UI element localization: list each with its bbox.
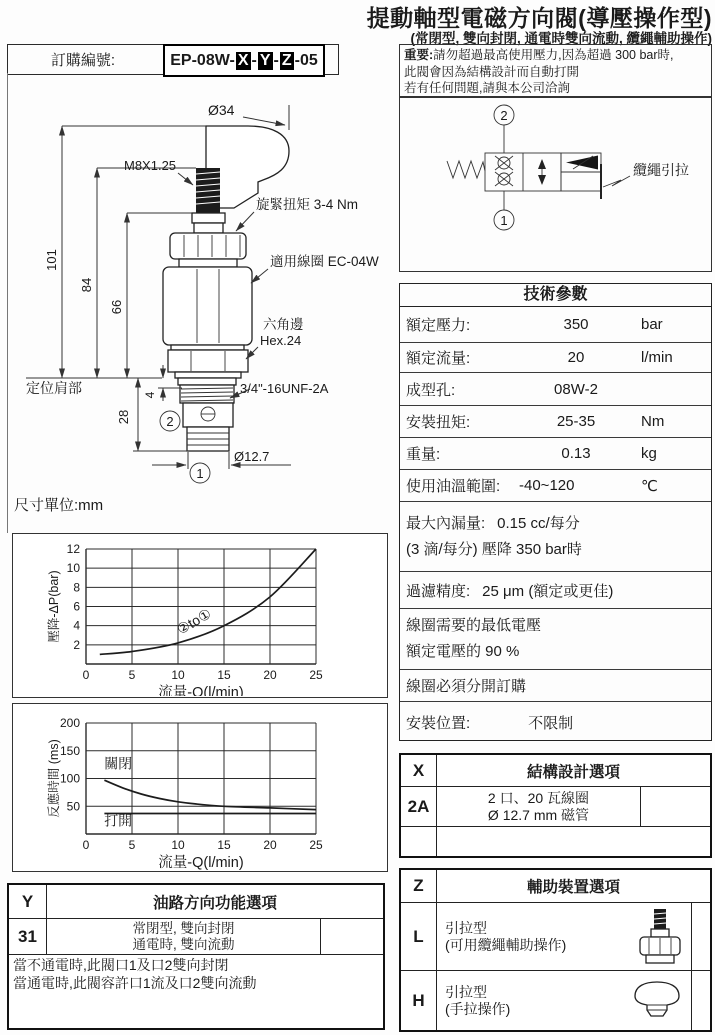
row-value: 0.15 cc/每分 (497, 514, 580, 532)
row-note: 額定電壓的 90 % (406, 643, 520, 660)
dim-84: 84 (79, 277, 94, 293)
row-label: 過濾精度: (406, 582, 471, 600)
y-table-row (9, 919, 383, 955)
x-code-header: X (401, 755, 437, 786)
pull-stud-icon (637, 907, 683, 967)
row-unit: l/min (641, 349, 673, 366)
series-label: ②to① (173, 605, 214, 638)
z-option-table (399, 868, 712, 1032)
spring-symbol (447, 161, 485, 178)
x-row-desc-line2: Ø 12.7 mm 磁管 (487, 806, 590, 823)
y-axis-label: 反應時間 (ms) (47, 739, 61, 818)
y-option-table (7, 883, 385, 1030)
y-tick-label: 8 (73, 580, 80, 595)
cable-pull-label: 纜繩引拉 (633, 162, 689, 178)
series-label: 關閉 (104, 755, 133, 772)
x-tick-label: 0 (82, 838, 90, 852)
y-axis-label: 壓降-ΔP(bar) (47, 570, 61, 643)
row-note: (3 滴/每分) 壓降 350 bar時 (406, 540, 582, 558)
z-table-header (401, 870, 710, 903)
x-tick-label: 25 (309, 838, 323, 852)
pull-knob-icon (631, 980, 683, 1022)
x-table-empty-row (401, 827, 710, 856)
y-tick-label: 50 (66, 799, 80, 814)
page-title: 提動軸型電磁方向閥(導壓操作型) (366, 5, 712, 31)
row-value: 350 (563, 316, 589, 333)
valve-dimension-drawing (0, 75, 395, 523)
x-row-desc (437, 787, 640, 826)
series-curve (104, 780, 316, 809)
tech-table-title: 技術參數 (400, 284, 711, 307)
x-table-row (401, 787, 710, 827)
y-tick-label: 100 (59, 771, 80, 786)
page-subtitle: (常閉型, 雙向封閉, 通電時雙向流動, 纜繩輔助操作) (410, 31, 712, 46)
table-row (400, 609, 711, 670)
y-code-header: Y (9, 885, 47, 918)
x-tick-label: 5 (128, 838, 136, 852)
warning-box (399, 44, 712, 97)
z-row-h-desc (437, 971, 691, 1030)
row-label: 額定流量: (406, 350, 471, 367)
hydraulic-schematic (400, 98, 711, 270)
order-code-prefix: EP-08W- (170, 51, 235, 69)
port1-number: 1 (196, 466, 204, 481)
table-row (400, 670, 711, 702)
z-row-h-code: H (401, 971, 437, 1030)
row-value: 不限制 (528, 715, 574, 732)
valve-knurled-nut (170, 233, 246, 259)
x-tick-label: 25 (309, 668, 323, 682)
hydraulic-schematic-box (399, 97, 712, 272)
y-tick-label: 10 (66, 561, 80, 576)
dimension-unit-note: 尺寸單位:mm (14, 497, 104, 514)
z-row-l-code: L (401, 903, 437, 970)
z-row-l-empty-cell (691, 903, 710, 970)
y-tick-label: 12 (66, 542, 80, 556)
schematic-port2-number: 2 (500, 108, 508, 123)
x-row-code: 2A (401, 787, 437, 826)
y-tick-label: 200 (59, 716, 80, 730)
y-row-desc (47, 919, 320, 954)
row-value: 20 (567, 349, 585, 366)
row-value: 0.13 (561, 445, 591, 462)
z-row-h-line1: 引拉型 (445, 983, 487, 1000)
row-label: 額定壓力: (406, 317, 471, 334)
pressure-drop-chart-box (12, 533, 388, 698)
y-table-header (9, 885, 383, 919)
y-tick-label: 2 (73, 637, 80, 652)
thread-stem-label: M8X1.25 (124, 158, 177, 173)
row-label: 重量: (406, 446, 441, 463)
x-table-title: 結構設計選項 (526, 763, 620, 781)
torque-label: 旋緊扭矩 3-4 Nm (256, 197, 359, 212)
table-row (400, 373, 711, 406)
row-label: 安裝扭矩: (406, 414, 471, 431)
order-code-dash1: - (251, 51, 257, 69)
x-row-desc-line1: 2 口、20 瓦線圈 (487, 789, 590, 806)
series-label: 打開 (104, 812, 133, 829)
port2-number: 2 (166, 414, 174, 429)
order-code-x: X (237, 51, 249, 69)
y-note-line1: 當不通電時,此閥口1及口2雙向封閉 (13, 957, 229, 973)
table-row (400, 470, 711, 502)
dim-28: 28 (116, 409, 131, 425)
warning-line3: 若有任何問題,請與本公司洽詢 (404, 81, 570, 95)
z-row-h-empty-cell (691, 971, 710, 1030)
order-code-z: Z (281, 51, 292, 69)
row-value: -40~120 (519, 477, 575, 494)
dim-101: 101 (44, 249, 59, 271)
z-table-row-h (401, 971, 710, 1030)
y-table-title: 油路方向功能選項 (152, 894, 277, 912)
x-option-table (399, 753, 712, 858)
order-number-label: 訂購編號: (50, 52, 116, 69)
table-row (400, 406, 711, 438)
dim-4: 4 (143, 391, 157, 399)
order-code-y: Y (259, 51, 271, 69)
y-tick-label: 6 (73, 599, 80, 614)
x-tick-label: 10 (171, 838, 185, 852)
z-table-row-l (401, 903, 710, 971)
valve-coil-tube (163, 267, 252, 345)
x-tick-label: 15 (217, 838, 231, 852)
y-table-notes (9, 955, 383, 994)
dim-dia-12-7: Ø12.7 (234, 449, 270, 464)
response-time-chart-box (12, 703, 388, 872)
y-tick-label: 4 (73, 618, 80, 633)
x-table-header (401, 755, 710, 787)
y-row-code: 31 (9, 919, 47, 954)
x-tick-label: 0 (82, 668, 90, 682)
y-row-desc-line1: 常閉型, 雙向封閉 (132, 920, 235, 936)
x-tick-label: 10 (171, 668, 185, 682)
row-value: 25-35 (556, 413, 596, 430)
valve-lock-nut (192, 213, 225, 223)
coil-label: 適用線圈 EC-04W (270, 254, 379, 269)
x-tick-label: 20 (263, 838, 277, 852)
x-tick-label: 15 (217, 668, 231, 682)
order-code (163, 44, 325, 77)
cable-leader-line (603, 176, 630, 187)
table-row (400, 438, 711, 470)
y-row-desc-line2: 通電時, 雙向流動 (132, 936, 235, 952)
row-unit: kg (641, 445, 657, 462)
row-value: 25 μm (額定或更佳) (482, 582, 614, 600)
response-time-chart (13, 704, 386, 870)
hex-size-label: Hex.24 (260, 333, 302, 348)
warning-line1 (404, 47, 707, 64)
order-code-dash2: - (273, 51, 279, 69)
z-row-h-line2: (手拉操作) (445, 1000, 511, 1017)
order-code-suffix: -05 (294, 51, 318, 69)
x-axis-label: 流量-Q(l/min) (158, 855, 244, 870)
x-tick-label: 20 (263, 668, 277, 682)
row-label: 使用油溫範圍: (406, 478, 501, 495)
valve-shoulder (178, 378, 236, 385)
y-tick-label: 150 (59, 743, 80, 758)
row-label: 線圈需要的最低電壓 (406, 617, 542, 634)
pressure-drop-chart (13, 534, 386, 696)
valve-hex-nut (168, 350, 248, 372)
table-row (400, 702, 711, 743)
table-row (400, 502, 711, 572)
schematic-port1-number: 1 (500, 213, 508, 228)
dim-66: 66 (109, 299, 124, 315)
warning-text1: 請勿超過最高使用壓力,因為超過 300 bar時, (433, 48, 674, 62)
z-code-header: Z (401, 870, 437, 902)
z-row-l-desc (437, 903, 691, 970)
z-row-l-line2: (可用纜繩輔助操作) (445, 936, 567, 953)
x-axis-label: 流量-Q(l/min) (158, 685, 244, 696)
shoulder-label: 定位肩部 (26, 380, 82, 396)
dim-dia-34: Ø34 (208, 102, 235, 118)
row-label: 成型孔: (406, 381, 456, 399)
order-number-box (7, 44, 339, 75)
y-row-empty-cell (320, 919, 383, 954)
z-table-title: 輔助裝置選項 (526, 879, 620, 896)
row-unit: Nm (641, 413, 665, 430)
x-tick-label: 5 (128, 668, 136, 682)
y-note-line2: 當通電時,此閥容許口1流及口2雙向流動 (13, 974, 257, 991)
cartridge-thread-label: 3/4"-16UNF-2A (240, 381, 329, 396)
x-row-empty-cell (640, 787, 710, 826)
table-row (400, 572, 711, 609)
table-row (400, 307, 711, 343)
table-row (400, 343, 711, 373)
warning-line2: 此閥會因為結構設計而自動打開 (404, 64, 580, 79)
hex-label: 六角邊 (263, 317, 304, 332)
row-unit: ℃ (641, 477, 658, 495)
warning-emphasis: 重要: (404, 48, 434, 62)
row-label: 線圈必須分開訂購 (406, 678, 527, 695)
row-label: 最大內漏量: (406, 514, 486, 532)
z-row-l-line1: 引拉型 (445, 919, 487, 936)
row-value: 08W-2 (554, 380, 598, 398)
tech-parameters-table (399, 283, 712, 741)
check-valve-symbol (495, 156, 513, 186)
row-unit: bar (641, 316, 663, 333)
row-label: 安裝位置: (406, 715, 471, 732)
